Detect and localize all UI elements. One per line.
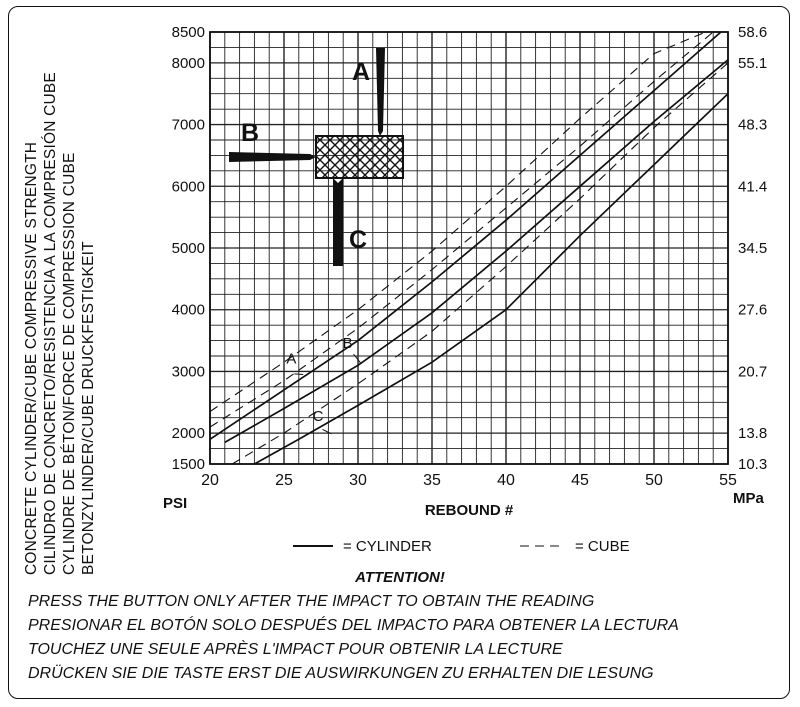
curve-annotation-a: A <box>286 350 297 368</box>
y-tick-label-left: 5000 <box>171 240 205 257</box>
x-tick-label: 20 <box>201 472 219 489</box>
instruction-en: PRESS THE BUTTON ONLY AFTER THE IMPACT TO OBTAIN THE READING <box>28 593 595 610</box>
legend-cylinder-label: = CYLINDER <box>343 538 432 555</box>
y-axis-title <box>22 15 98 575</box>
annotation-leader-b <box>354 354 361 363</box>
y-title-line-en: CONCRETE CYLINDER/CUBE COMPRESSIVE STRENGTH <box>23 141 40 575</box>
x-axis-label: REBOUND # <box>424 502 514 519</box>
series-group <box>210 26 728 464</box>
instruction-es: PRESIONAR EL BOTÓN SOLO DESPUÉS DEL IMPACTO PARA OBTENER LA LECTURA <box>28 617 679 634</box>
y-tick-label-right: 27.6 <box>738 301 768 319</box>
y-tick-label-left: 8000 <box>171 54 205 72</box>
hammer-c-icon <box>333 178 343 266</box>
y-tick-label-right: 10.3 <box>738 456 768 473</box>
legend-cube-label: = CUBE <box>575 538 630 555</box>
y-title-line-es: CILINDRO DE CONCRETO/RESISTENCIA A LA COMPRESIÓN CUBE <box>42 72 59 575</box>
y-tick-label-right: 13.8 <box>738 425 768 443</box>
right-unit-label: MPa <box>733 490 764 507</box>
y-tick-label-right: 58.6 <box>738 24 768 41</box>
left-unit-label: PSI <box>163 495 188 512</box>
x-tick-label: 55 <box>719 472 737 489</box>
y-tick-label-left: 7000 <box>171 116 205 134</box>
y-tick-label-left: 1500 <box>171 456 205 473</box>
y-title-line-de: BETONZYLINDER/CUBE DRUCKFESTIGKEIT <box>80 241 97 575</box>
y-tick-label-left: 4000 <box>171 301 205 319</box>
y-tick-label-left: 2000 <box>171 425 205 443</box>
diagram-label-c: C <box>348 226 368 254</box>
concrete-block-icon <box>316 136 403 178</box>
x-tick-label: 40 <box>497 472 515 489</box>
x-tick-label: 30 <box>349 472 367 489</box>
direction-diagram <box>229 48 403 266</box>
y-tick-label-right: 55.1 <box>738 54 768 72</box>
y-tick-label-right: 34.5 <box>738 240 768 257</box>
y-tick-label-left: 3000 <box>171 363 205 381</box>
x-tick-label: 45 <box>571 472 589 489</box>
y-tick-label-right: 20.7 <box>738 363 768 381</box>
curve-annotation-b: B <box>342 334 353 352</box>
y-tick-label-left: 6000 <box>171 178 205 196</box>
x-tick-label: 50 <box>645 472 663 489</box>
y-tick-label-right: 48.3 <box>738 116 768 134</box>
annotation-leader-a <box>294 374 303 375</box>
attention-heading: ATTENTION! <box>355 569 445 586</box>
x-tick-label: 35 <box>423 472 441 489</box>
instruction-de: DRÜCKEN SIE DIE TASTE ERST DIE AUSWIRKUNGEN ZU ERHALTEN DIE LESUNG <box>28 665 654 682</box>
curve-annotation-c: C <box>312 407 324 425</box>
diagram-label-b: B <box>240 119 260 147</box>
y-title-line-fr: CYLINDRE DE BÉTON/FORCE DE COMPRESSION CUBE <box>61 152 78 575</box>
hammer-a-icon <box>376 48 385 136</box>
y-tick-label-right: 41.4 <box>738 178 768 196</box>
y-tick-label-left: 8500 <box>171 24 205 41</box>
x-tick-label: 25 <box>275 472 293 489</box>
hammer-b-icon <box>229 152 316 162</box>
instruction-fr: TOUCHEZ UNE SEULE APRÈS L'IMPACT POUR OBTENIR LA LECTURE <box>28 641 563 658</box>
diagram-label-a: A <box>351 58 371 86</box>
